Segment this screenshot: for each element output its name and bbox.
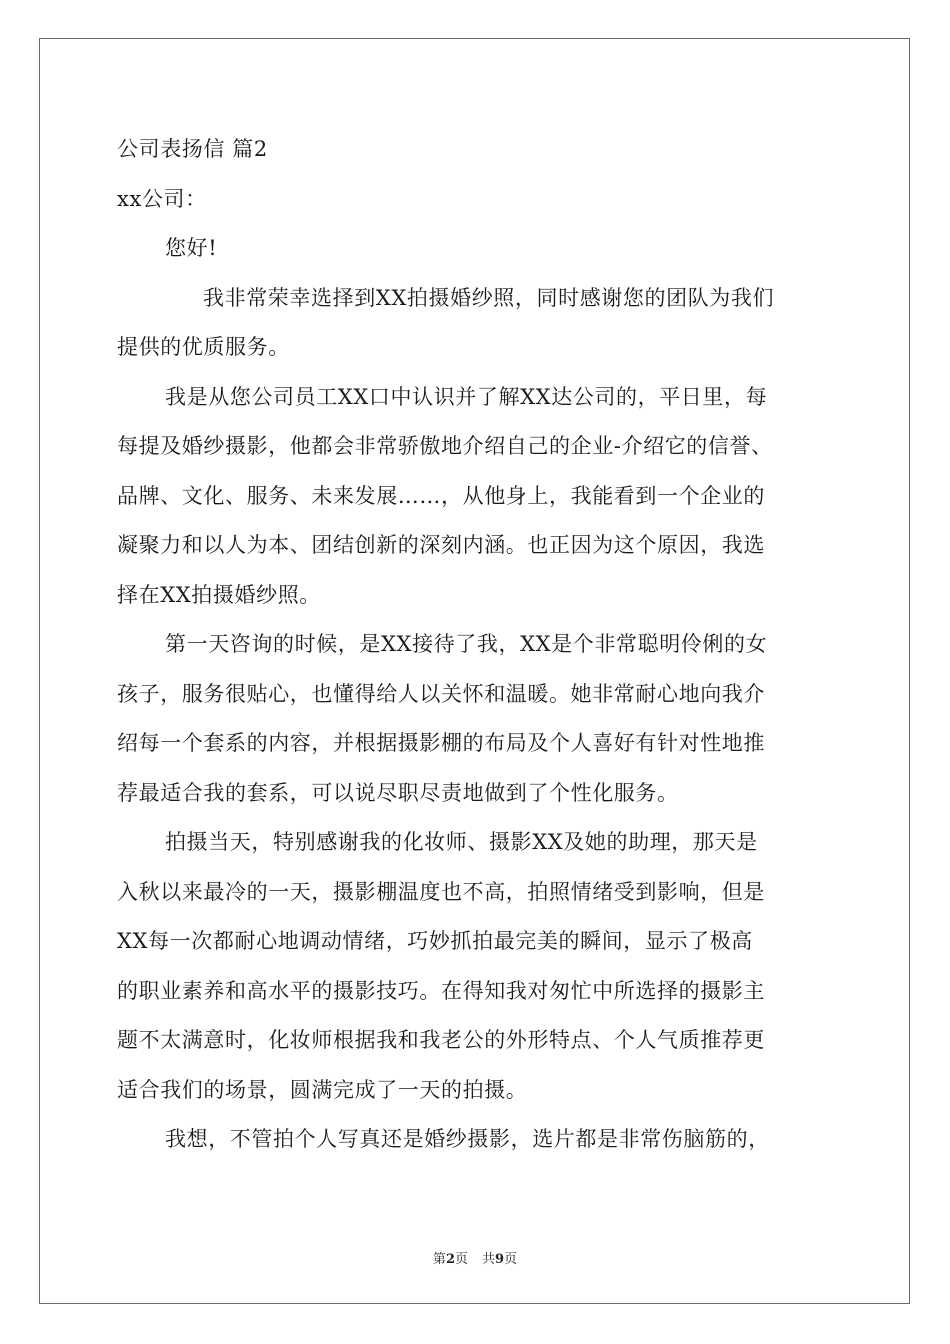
paragraph-line: 品牌、文化、服务、未来发展……，从他身上，我能看到一个企业的 [117, 483, 765, 508]
paragraph-line: 我是从您公司员工XX口中认识并了解XX达公司的，平日里，每 [165, 384, 768, 409]
total-prefix: 共 [482, 1252, 496, 1267]
paragraph-1 [117, 274, 835, 373]
document-body [117, 125, 835, 1165]
paragraph-line: 每提及婚纱摄影，他都会非常骄傲地介绍自己的企业-介绍它的信誉、 [117, 434, 773, 458]
paragraph-line: 我想，不管拍个人写真还是婚纱摄影，选片都是非常伤脑筋的， [165, 1127, 770, 1151]
paragraph-line: 荐最适合我的套系，可以说尽职尽责地做到了个性化服务。 [117, 780, 679, 805]
paragraph-line: 我非常荣幸选择到XX拍摄婚纱照，同时感谢您的团队为我们 [203, 285, 775, 310]
page-footer [0, 1248, 950, 1267]
paragraph-3 [117, 620, 835, 818]
page-suffix: 页 [454, 1252, 468, 1267]
paragraph-line: XX每一次都耐心地调动情绪，巧妙抓拍最完美的瞬间，显示了极高 [117, 929, 753, 953]
paragraph-4 [117, 818, 835, 1115]
page-number: 2 [445, 1252, 455, 1267]
paragraph-2 [117, 373, 835, 621]
paragraph-line: 第一天咨询的时候，是XX接待了我，XX是个非常聪明伶俐的女 [165, 632, 768, 656]
paragraph-line: 题不太满意时，化妆师根据我和我老公的外形特点、个人气质推荐更 [117, 1028, 765, 1052]
paragraph-line: 绍每一个套系的内容，并根据摄影棚的布局及个人喜好有针对性地推 [117, 731, 765, 755]
paragraph-line: 孩子，服务很贴心，也懂得给人以关怀和温暖。她非常耐心地向我介 [117, 681, 765, 706]
paragraph-line: 入秋以来最冷的一天，摄影棚温度也不高，拍照情绪受到影响，但是 [117, 879, 765, 904]
total-pages: 9 [495, 1252, 505, 1267]
greeting: 您好! [165, 236, 218, 260]
page-prefix: 第 [432, 1252, 446, 1267]
paragraph-line: 凝聚力和以人为本、团结创新的深刻内涵。也正因为这个原因，我选 [117, 533, 765, 557]
paragraph-line: 的职业素养和高水平的摄影技巧。在得知我对匆忙中所选择的摄影主 [117, 978, 765, 1003]
paragraph-line: 择在XX拍摄婚纱照。 [117, 582, 321, 607]
salutation: xx公司： [117, 186, 207, 211]
paragraph-line: 提供的优质服务。 [117, 335, 290, 359]
paragraph-5 [117, 1115, 835, 1165]
paragraph-line: 拍摄当天，特别感谢我的化妆师、摄影XX及她的助理，那天是 [165, 830, 758, 854]
document-title: 公司表扬信 篇2 [117, 137, 268, 161]
paragraph-line: 适合我们的场景，圆满完成了一天的拍摄。 [117, 1077, 528, 1102]
total-suffix: 页 [504, 1252, 518, 1267]
